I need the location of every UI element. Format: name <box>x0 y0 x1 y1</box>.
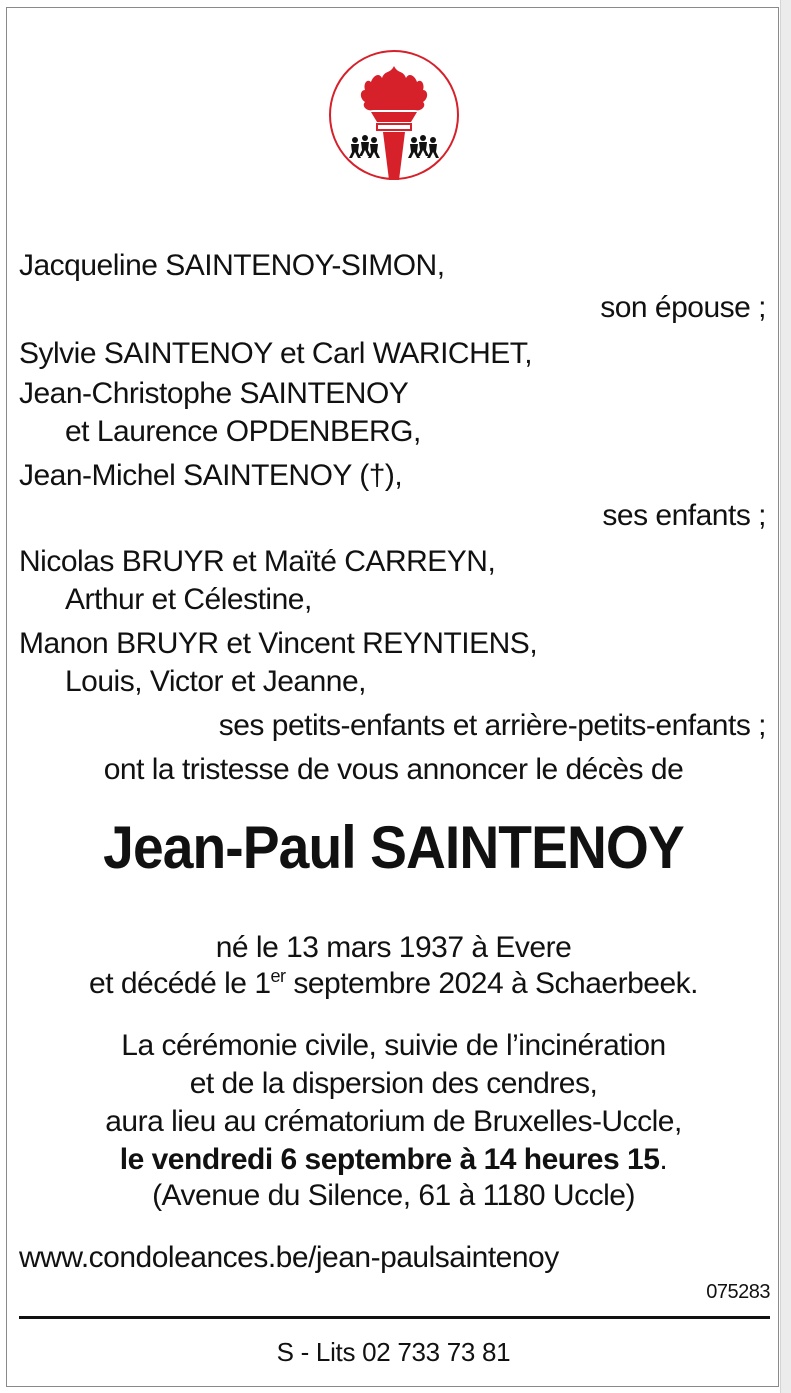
ceremony-line-3: aura lieu au crématorium de Bruxelles-Uccle, <box>105 1105 682 1138</box>
death-prefix: et décédé le 1 <box>89 967 271 1000</box>
ceremony-date-bold: le vendredi 6 septembre à 14 heures 15 <box>119 1143 660 1176</box>
reference-code: 075283 <box>706 1281 770 1303</box>
footer-divider <box>19 1316 770 1319</box>
grandchild-2-line-1: Manon BRUYR et Vincent REYNTIENS, <box>19 627 538 660</box>
ceremony-date <box>7 1142 780 1178</box>
death-line <box>7 966 780 1002</box>
grandchildren-role: ses petits-enfants et arrière-petits-enfants ; <box>218 709 766 742</box>
child-1: Sylvie SAINTENOY et Carl WARICHET, <box>19 337 533 370</box>
death-suffix: septembre 2024 à Schaerbeek. <box>285 967 698 1000</box>
child-2-line-2: et Laurence OPDENBERG, <box>65 415 421 448</box>
obituary-notice <box>6 7 779 1387</box>
ceremony-line-1: La cérémonie civile, suivie de l’incinération <box>121 1029 666 1062</box>
grandchild-1-line-1: Nicolas BRUYR et Maïté CARREYN, <box>19 545 496 578</box>
ceremony-line-2: et de la dispersion des cendres, <box>189 1067 598 1100</box>
grandchild-2-line-2: Louis, Victor et Jeanne, <box>65 665 366 698</box>
children-role: ses enfants ; <box>602 499 766 532</box>
funeral-home-contact: S - Lits 02 733 73 81 <box>276 1337 511 1367</box>
condolences-website[interactable]: www.condoleances.be/jean-paulsaintenoy <box>19 1241 559 1274</box>
child-2-line-1: Jean-Christophe SAINTENOY <box>19 377 409 410</box>
deceased-name: Jean-Paul SAINTENOY <box>103 814 684 881</box>
wife-role: son épouse ; <box>600 291 766 324</box>
death-ordinal: er <box>270 966 286 986</box>
grandchild-1-line-2: Arthur et Célestine, <box>65 583 312 616</box>
ceremony-date-end: . <box>659 1143 668 1176</box>
vertical-scrollbar[interactable] <box>780 0 791 1393</box>
ceremony-address: (Avenue du Silence, 61 à 1180 Uccle) <box>152 1179 635 1212</box>
torch-emblem-icon <box>327 48 461 182</box>
child-3: Jean-Michel SAINTENOY (†), <box>19 459 403 492</box>
birth-line: né le 13 mars 1937 à Evere <box>215 931 572 964</box>
wife-name: Jacqueline SAINTENOY-SIMON, <box>19 249 445 282</box>
announcement-line: ont la tristesse de vous annoncer le décès de <box>103 753 684 786</box>
